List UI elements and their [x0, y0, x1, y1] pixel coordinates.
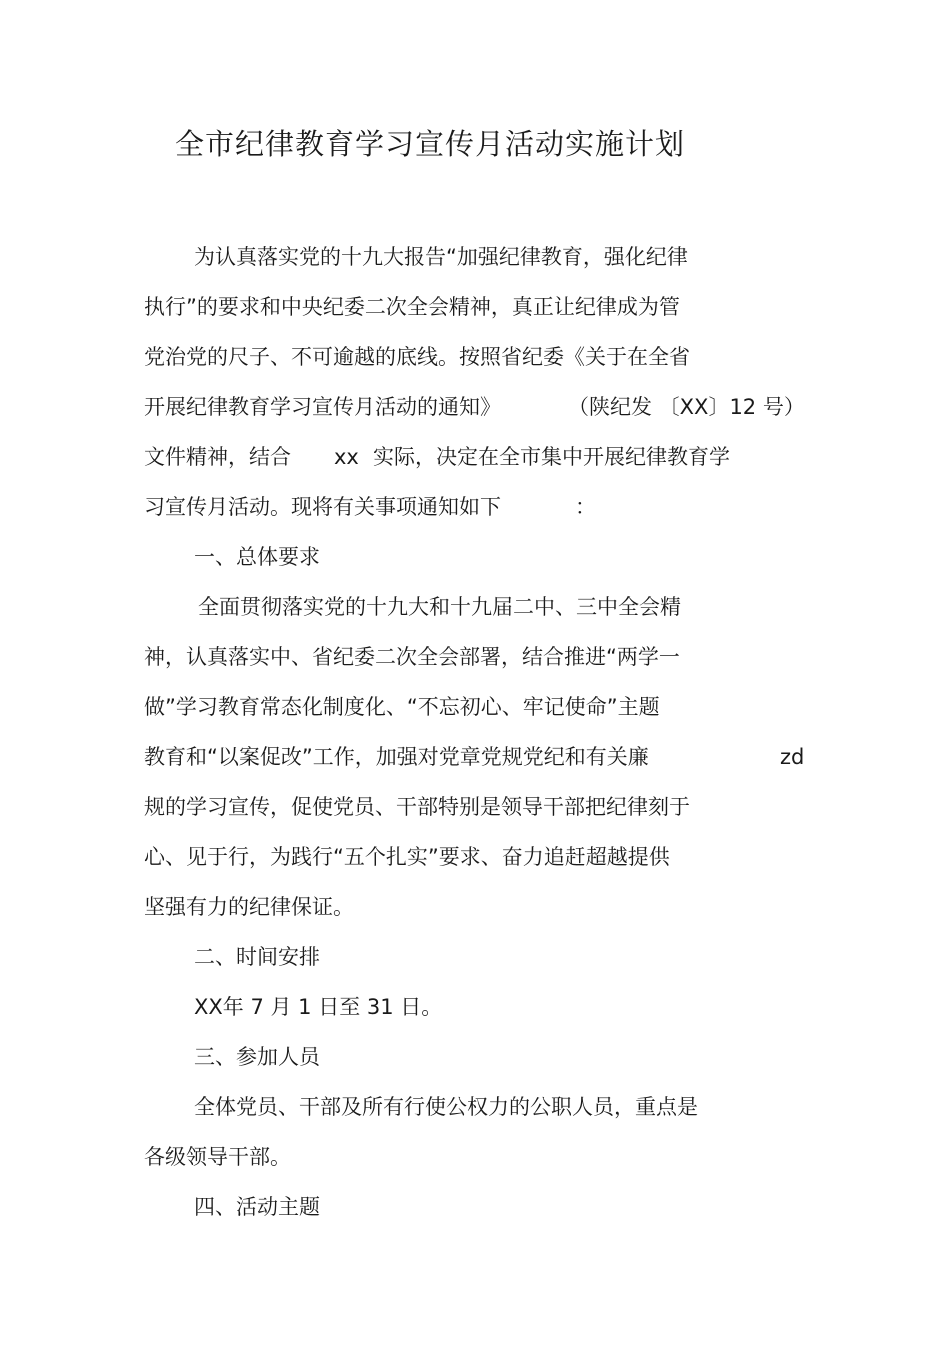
- intro-line-4: 开展纪律教育学习宣传月活动的通知》: [144, 395, 501, 419]
- section-1-line-2: 神，认真落实中、省纪委二次全会部署，结合推进“两学一: [144, 645, 680, 669]
- section-1-heading: 一、总体要求: [194, 545, 320, 569]
- intro-line-4-ref: （陕纪发 〔XX〕12 号）: [568, 395, 805, 419]
- intro-line-3: 党治党的尺子、不可逾越的底线。按照省纪委《关于在全省: [144, 345, 690, 369]
- section-1-line-1: 全面贯彻落实党的十九大和十九届二中、三中全会精: [198, 595, 681, 619]
- section-1-line-5: 规的学习宣传，促使党员、干部特别是领导干部把纪律刻于: [144, 795, 690, 819]
- intro-line-2: 执行”的要求和中央纪委二次全会精神，真正让纪律成为管: [144, 295, 680, 319]
- section-3-heading: 三、参加人员: [194, 1045, 320, 1069]
- intro-line-5b: xx: [334, 445, 359, 469]
- intro-line-6a: 习宣传月活动。现将有关事项通知如下: [144, 495, 501, 519]
- section-3-line-2: 各级领导干部。: [144, 1145, 291, 1169]
- section-1-line-4: 教育和“以案促改”工作，加强对党章党规党纪和有关廉: [144, 745, 649, 769]
- section-2-text: XX年 7 月 1 日至 31 日。: [194, 995, 443, 1019]
- intro-line-1: 为认真落实党的十九大报告“加强纪律教育，强化纪律: [194, 245, 688, 269]
- section-1-line-4-tail: zd: [780, 745, 805, 769]
- section-2-heading: 二、时间安排: [194, 945, 320, 969]
- intro-line-5a: 文件精神，结合: [144, 445, 291, 469]
- document-title: 全市纪律教育学习宣传月活动实施计划: [175, 127, 686, 161]
- section-1-line-7: 坚强有力的纪律保证。: [144, 895, 354, 919]
- section-4-heading: 四、活动主题: [194, 1195, 320, 1219]
- section-3-line-1: 全体党员、干部及所有行使公权力的公职人员，重点是: [194, 1095, 698, 1119]
- section-1-line-6: 心、见于行，为践行“五个扎实”要求、奋力追赶超越提供: [144, 845, 670, 869]
- intro-line-6b: ：: [575, 495, 596, 519]
- section-1-line-3: 做”学习教育常态化制度化、“不忘初心、牢记使命”主题: [144, 695, 660, 719]
- intro-line-5c: 实际，决定在全市集中开展纪律教育学: [373, 445, 730, 469]
